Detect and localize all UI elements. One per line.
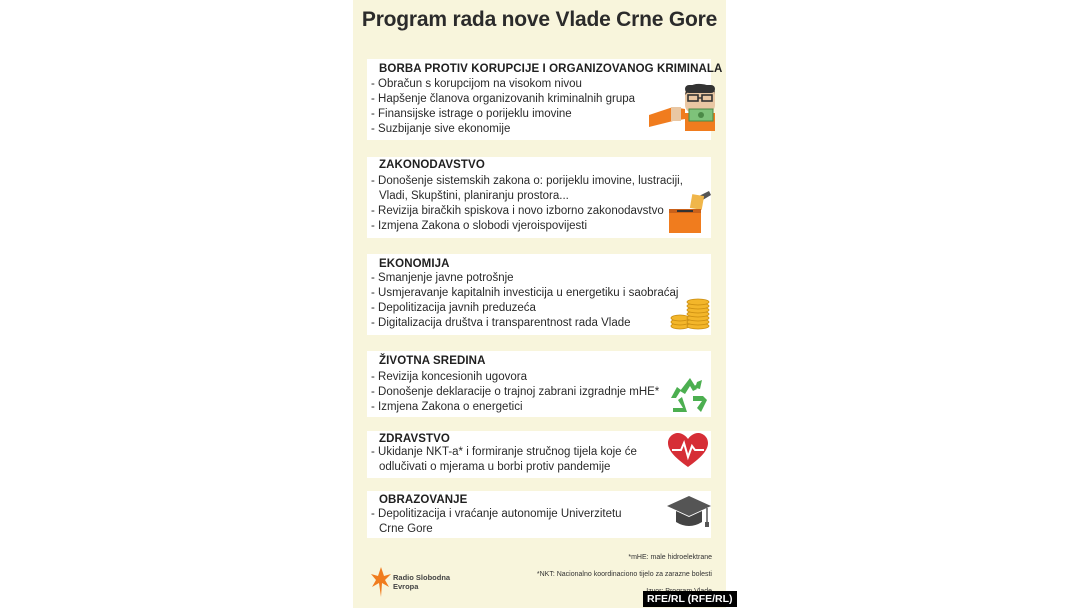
list-item: - Revizija koncesionih ugovora — [371, 371, 527, 383]
logo-line: Evropa — [393, 582, 419, 591]
section-heading: EKONOMIJA — [379, 258, 450, 270]
graduation-cap-icon — [667, 494, 711, 530]
list-item: - Donošenje deklaracije o trajnoj zabrani izgradnje mHE* — [371, 386, 660, 398]
list-item: - Finansijske istrage o porijeklu imovine — [371, 108, 572, 120]
section-education — [367, 491, 711, 538]
list-item: - Hapšenje članova organizovanih kriminalnih grupa — [371, 93, 636, 105]
photo-credit: RFE/RL (RFE/RL) — [643, 591, 737, 607]
list-item: odlučivati o mjerama u borbi protiv pandemije — [379, 461, 611, 473]
bribery-icon — [649, 83, 717, 131]
page-title: Program rada nove Vlade Crne Gore — [361, 8, 718, 31]
section-heading: ZAKONODAVSTVO — [379, 159, 485, 171]
list-item: - Donošenje sistemskih zakona o: porijeklu imovine, lustraciji, — [371, 175, 683, 187]
list-item: Crne Gore — [379, 523, 433, 535]
infographic — [353, 0, 726, 608]
footnote: *NKT: Nacionalno koordinaciono tijelo za zarazne bolesti — [536, 571, 712, 578]
heart-pulse-icon — [668, 433, 708, 469]
section-health — [367, 431, 711, 478]
section-heading: BORBA PROTIV KORUPCIJE I ORGANIZOVANOG KRIMINALA — [379, 63, 723, 75]
footnote: *mHE: male hidroelektrane — [628, 554, 712, 561]
list-item: - Smanjenje javne potrošnje — [371, 272, 514, 284]
list-item: - Suzbijanje sive ekonomije — [371, 123, 511, 135]
list-item: - Depolitizacija javnih preduzeća — [371, 302, 536, 314]
list-item: - Usmjeravanje kapitalnih investicija u energetiku i saobraćaj — [371, 287, 679, 299]
section-legislation — [367, 157, 711, 238]
section-heading: OBRAZOVANJE — [379, 494, 468, 506]
ballot-box-icon — [669, 189, 715, 235]
list-item: - Revizija biračkih spiskova i novo izborno zakonodavstvo — [371, 205, 664, 217]
list-item: Vladi, Skupštini, planiranju prostora... — [379, 190, 569, 202]
list-item: - Depolitizacija i vraćanje autonomije Univerzitetu — [371, 508, 622, 520]
list-item: - Ukidanje NKT-a* i formiranje stručnog tijela koje će — [371, 446, 637, 458]
rse-logo — [371, 567, 451, 599]
logo-flame-icon — [371, 567, 391, 597]
list-item: - Izmjena Zakona o energetici — [371, 401, 523, 413]
coins-icon — [670, 298, 712, 330]
section-environment — [367, 351, 711, 417]
list-item: - Obračun s korupcijom na visokom nivou — [371, 78, 582, 90]
recycle-icon — [669, 376, 711, 414]
logo-text — [393, 573, 450, 591]
logo-line: Radio Slobodna — [393, 573, 451, 582]
list-item: - Digitalizacija društva i transparentnost rada Vlade — [371, 317, 631, 329]
section-economy — [367, 254, 711, 335]
section-heading: ZDRAVSTVO — [379, 433, 450, 445]
list-item: - Izmjena Zakona o slobodi vjeroispovijesti — [371, 220, 588, 232]
section-heading: ŽIVOTNA SREDINA — [379, 355, 486, 367]
section-corruption — [367, 59, 723, 140]
